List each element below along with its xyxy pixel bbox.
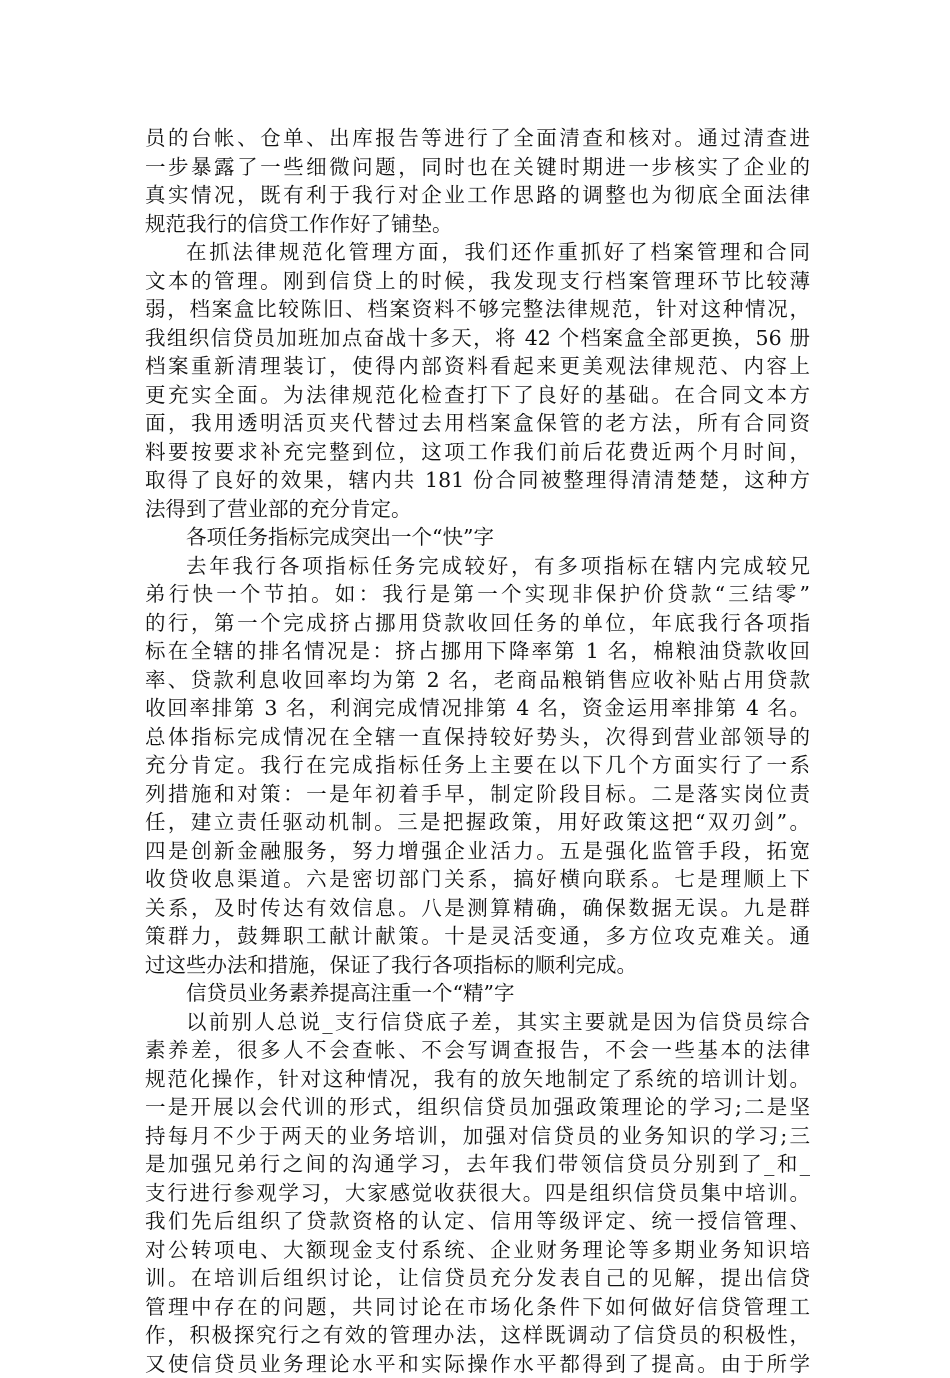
text-line: 员的台帐、仓单、出库报告等进行了全面清查和核对。通过清查进 [145,124,810,153]
text-line: 弟行快一个节拍。如：我行是第一个实现非保护价贷款“三结零” [145,580,810,609]
text-line: 法得到了营业部的充分肯定。 [145,495,810,524]
text-line: 作，积极探究行之有效的管理办法，这样既调动了信贷员的积极性， [145,1321,810,1350]
text-line: 更充实全面。为法律规范化检查打下了良好的基础。在合同文本方 [145,381,810,410]
text-line: 真实情况，既有利于我行对企业工作思路的调整也为彻底全面法律 [145,181,810,210]
text-line: 率、贷款利息收回率均为第 2 名，老商品粮销售应收补贴占用贷款 [145,666,810,695]
text-line: 持每月不少于两天的业务培训，加强对信贷员的业务知识的学习;三 [145,1122,810,1151]
text-line: 关系，及时传达有效信息。八是测算精确，确保数据无误。九是群 [145,894,810,923]
text-line: 的行，第一个完成挤占挪用贷款收回任务的单位，年底我行各项指 [145,609,810,638]
text-line: 充分肯定。我行在完成指标任务上主要在以下几个方面实行了一系 [145,751,810,780]
paragraph-first-line: 在抓法律规范化管理方面，我们还作重抓好了档案管理和合同 [145,238,810,267]
text-line: 面，我用透明活页夹代替过去用档案盒保管的老方法，所有合同资 [145,409,810,438]
text-line: 列措施和对策：一是年初着手早，制定阶段目标。二是落实岗位责 [145,780,810,809]
text-line: 对公转项电、大额现金支付系统、企业财务理论等多期业务知识培 [145,1236,810,1265]
body-text [145,124,810,1378]
paragraph-first-line: 去年我行各项指标任务完成较好，有多项指标在辖内完成较兄 [145,552,810,581]
text-line: 标在全辖的排名情况是：挤占挪用下降率第 1 名，棉粮油贷款收回 [145,637,810,666]
text-line: 规范我行的信贷工作作好了铺垫。 [145,210,810,239]
text-line: 过这些办法和措施，保证了我行各项指标的顺利完成。 [145,951,810,980]
text-line: 我们先后组织了贷款资格的认定、信用等级评定、统一授信管理、 [145,1207,810,1236]
text-line: 弱，档案盒比较陈旧、档案资料不够完整法律规范，针对这种情况， [145,295,810,324]
paragraph-first-line: 信贷员业务素养提高注重一个“精”字 [145,979,810,1008]
text-line: 支行进行参观学习，大家感觉收获很大。四是组织信贷员集中培训。 [145,1179,810,1208]
text-line: 素养差，很多人不会查帐、不会写调查报告，不会一些基本的法律 [145,1036,810,1065]
paragraph-first-line: 以前别人总说_支行信贷底子差，其实主要就是因为信贷员综合 [145,1008,810,1037]
text-line: 档案重新清理装订，使得内部资料看起来更美观法律规范、内容上 [145,352,810,381]
text-line: 是加强兄弟行之间的沟通学习，去年我们带领信贷员分别到了_和_ [145,1150,810,1179]
text-line: 文本的管理。刚到信贷上的时候，我发现支行档案管理环节比较薄 [145,267,810,296]
text-line: 收回率排第 3 名，利润完成情况排第 4 名，资金运用率排第 4 名。 [145,694,810,723]
text-line: 训。在培训后组织讨论，让信贷员充分发表自己的见解，提出信贷 [145,1264,810,1293]
text-line: 取得了良好的效果，辖内共 181 份合同被整理得清清楚楚，这种方 [145,466,810,495]
text-line: 一是开展以会代训的形式，组织信贷员加强政策理论的学习;二是坚 [145,1093,810,1122]
text-line: 管理中存在的问题，共同讨论在市场化条件下如何做好信贷管理工 [145,1293,810,1322]
text-line: 我组织信贷员加班加点奋战十多天，将 42 个档案盒全部更换，56 册 [145,324,810,353]
text-line: 料要按要求补充完整到位，这项工作我们前后花费近两个月时间， [145,438,810,467]
text-line: 一步暴露了一些细微问题，同时也在关键时期进一步核实了企业的 [145,153,810,182]
text-line: 任，建立责任驱动机制。三是把握政策，用好政策这把“双刃剑”。 [145,808,810,837]
text-line: 策群力，鼓舞职工献计献策。十是灵活变通，多方位攻克难关。通 [145,922,810,951]
text-line: 四是创新金融服务，努力增强企业活力。五是强化监管手段，拓宽 [145,837,810,866]
text-line: 又使信贷员业务理论水平和实际操作水平都得到了提高。由于所学 [145,1350,810,1378]
text-line: 收贷收息渠道。六是密切部门关系，搞好横向联系。七是理顺上下 [145,865,810,894]
text-line: 规范化操作，针对这种情况，我有的放矢地制定了系统的培训计划。 [145,1065,810,1094]
paragraph-first-line: 各项任务指标完成突出一个“快”字 [145,523,810,552]
text-line: 总体指标完成情况在全辖一直保持较好势头，次得到营业部领导的 [145,723,810,752]
